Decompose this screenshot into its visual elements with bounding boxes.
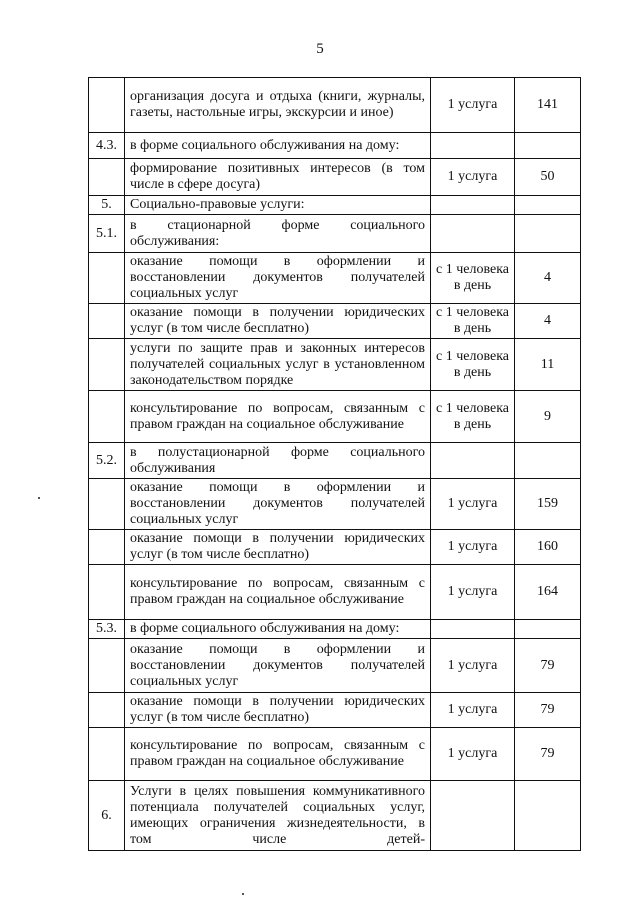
service-unit: 1 услуга [431,693,515,728]
service-quantity [515,133,581,159]
service-unit: 1 услуга [431,159,515,196]
table-row [89,339,581,391]
service-unit [431,781,515,851]
row-number [89,693,125,728]
service-quantity [515,443,581,479]
service-description: оказание помощи в получении юридических услуг (в том числе бесплатно) [125,304,431,339]
row-number: 5.2. [89,443,125,479]
service-unit: с 1 человека в день [431,253,515,304]
row-number: 4.3. [89,133,125,159]
service-quantity: 159 [515,479,581,530]
table-row [89,253,581,304]
table-row [89,781,581,851]
service-unit [431,133,515,159]
scan-speck [38,497,40,499]
service-quantity: 79 [515,693,581,728]
row-number [89,479,125,530]
service-description: оказание помощи в оформлении и восстановлении документов получателей социальных услуг [125,479,431,530]
table-row [89,196,581,215]
table-row [89,391,581,443]
service-quantity: 79 [515,728,581,781]
service-unit: 1 услуга [431,530,515,565]
service-unit: 1 услуга [431,479,515,530]
row-number [89,728,125,781]
service-quantity [515,620,581,639]
service-unit [431,620,515,639]
row-number [89,159,125,196]
table-row [89,639,581,693]
services-table [88,77,581,851]
table-row [89,443,581,479]
service-description: консультирование по вопросам, связанным с правом граждан на социальное обслуживание [125,565,431,620]
service-quantity: 160 [515,530,581,565]
row-number [89,304,125,339]
table-row [89,479,581,530]
service-quantity: 79 [515,639,581,693]
service-quantity: 164 [515,565,581,620]
row-number [89,78,125,133]
service-description: Услуги в целях повышения коммуникативного потенциала получателей социальных услуг, имеющих ограничения жизнедеятельности, в том числе детей- [125,781,431,851]
row-number: 5.1. [89,215,125,253]
service-unit [431,196,515,215]
row-number [89,339,125,391]
service-unit: с 1 человека в день [431,339,515,391]
service-description: консультирование по вопросам, связанным с правом граждан на социальное обслуживание [125,728,431,781]
service-unit: 1 услуга [431,639,515,693]
scan-speck [242,893,244,895]
service-quantity: 50 [515,159,581,196]
table-row [89,159,581,196]
service-description: формирование позитивных интересов (в том числе в сфере досуга) [125,159,431,196]
service-description: оказание помощи в получении юридических услуг (в том числе бесплатно) [125,530,431,565]
table-row [89,133,581,159]
service-quantity [515,215,581,253]
service-quantity: 141 [515,78,581,133]
row-number [89,253,125,304]
service-description: оказание помощи в оформлении и восстановлении документов получателей социальных услуг [125,639,431,693]
section-heading: в форме социального обслуживания на дому: [125,620,431,639]
service-quantity [515,781,581,851]
service-unit: 1 услуга [431,565,515,620]
service-unit [431,443,515,479]
service-description: оказание помощи в оформлении и восстановлении документов получателей социальных услуг [125,253,431,304]
row-number [89,391,125,443]
service-unit [431,215,515,253]
row-number [89,530,125,565]
section-heading: Социально-правовые услуги: [125,196,431,215]
service-description: консультирование по вопросам, связанным с правом граждан на социальное обслуживание [125,391,431,443]
section-heading: в полустационарной форме социального обслуживания [125,443,431,479]
table-row [89,620,581,639]
service-unit: 1 услуга [431,78,515,133]
service-quantity: 4 [515,253,581,304]
service-quantity: 9 [515,391,581,443]
table-row [89,215,581,253]
table-row [89,728,581,781]
table-row [89,693,581,728]
page-number: 5 [316,41,324,57]
service-quantity: 11 [515,339,581,391]
service-description: оказание помощи в получении юридических услуг (в том числе бесплатно) [125,693,431,728]
section-heading: в стационарной форме социального обслуживания: [125,215,431,253]
service-description: организация досуга и отдыха (книги, журналы, газеты, настольные игры, экскурсии и иное) [125,78,431,133]
row-number: 6. [89,781,125,851]
table-row [89,530,581,565]
row-number: 5.3. [89,620,125,639]
service-unit: 1 услуга [431,728,515,781]
service-description: услуги по защите прав и законных интересов получателей социальных услуг в установленном законодательством порядке [125,339,431,391]
row-number [89,565,125,620]
service-quantity: 4 [515,304,581,339]
service-unit: с 1 человека в день [431,391,515,443]
row-number [89,639,125,693]
service-quantity [515,196,581,215]
row-number: 5. [89,196,125,215]
table-row [89,78,581,133]
table-row [89,304,581,339]
table-row [89,565,581,620]
section-heading: в форме социального обслуживания на дому: [125,133,431,159]
service-unit: с 1 человека в день [431,304,515,339]
